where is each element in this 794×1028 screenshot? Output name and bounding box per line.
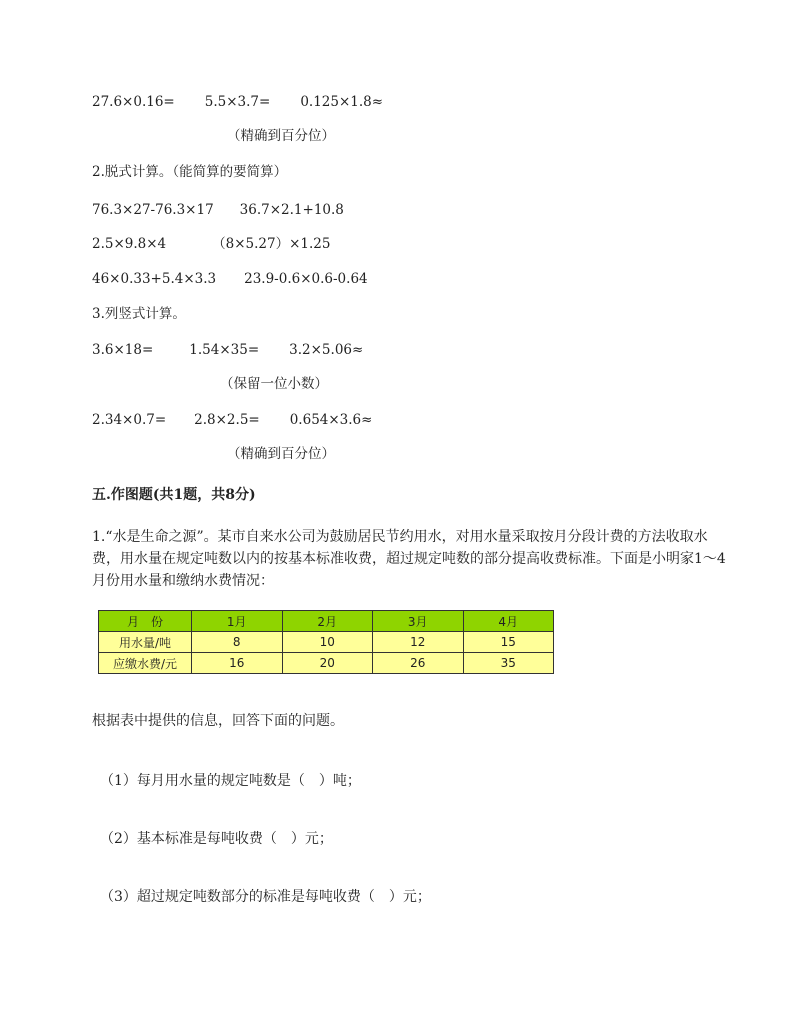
row-label-cell: 用水量/吨 [99,632,192,653]
precision-note-1: （精确到百分位） [227,128,335,144]
value-cell: 26 [373,653,464,674]
expr-row-2 [92,235,331,253]
expr-item: 36.7×2.1+10.8 [239,202,344,218]
value-cell: 15 [463,632,554,653]
expr-item: 46×0.33+5.4×3.3 [92,271,217,287]
calc-row-3 [92,411,372,429]
calc-item: 0.125×1.8≈ [300,94,384,110]
table-row [99,653,554,674]
calc-row-1 [92,93,383,111]
precision-note-2: （保留一位小数） [220,376,328,392]
question-3: （3）超过规定吨数部分的标准是每吨收费（ ）元； [100,889,431,905]
month-header-cell: 月 份 [99,611,192,632]
part-5-heading: 五.作图题(共1题，共8分) [92,487,256,503]
section-2-title: 2.脱式计算。（能简算的要简算） [92,164,288,180]
precision-note-3: （精确到百分位） [227,446,335,462]
instruction-text: 根据表中提供的信息，回答下面的问题。 [92,713,344,729]
month-cell: 1月 [192,611,283,632]
table-row [99,632,554,653]
calc-item: 3.2×5.06≈ [289,342,364,358]
problem-text: 1.“水是生命之源”。某市自来水公司为鼓励居民节约用水，对用水量采取按月分段计费的方法收取水费，用水量在规定吨数以内的按基本标准收费，超过规定吨数的部分提高收费标准。下面是小明家1～4月份用水量和缴纳水费情况： [92,529,726,589]
calc-item: 2.8×2.5= [194,412,260,428]
month-cell: 3月 [373,611,464,632]
question-1: （1）每月用水量的规定吨数是（ ）吨； [100,773,361,789]
calc-item: 5.5×3.7= [204,94,271,110]
table-header-row [99,611,554,632]
expr-row-1 [92,201,344,219]
calc-item: 27.6×0.16= [92,94,175,110]
value-cell: 20 [282,653,373,674]
row-label-cell: 应缴水费/元 [99,653,192,674]
value-cell: 8 [192,632,283,653]
water-fee-table [98,610,554,674]
calc-item: 1.54×35= [189,342,260,358]
value-cell: 35 [463,653,554,674]
calc-item: 2.34×0.7= [92,412,167,428]
section-3-title: 3.列竖式计算。 [92,306,186,322]
expr-item: （8×5.27）×1.25 [212,236,331,252]
month-cell: 2月 [282,611,373,632]
value-cell: 12 [373,632,464,653]
expr-item: 76.3×27-76.3×17 [92,202,214,218]
expr-row-3 [92,270,368,288]
calc-row-2 [92,341,363,359]
calc-item: 0.654×3.6≈ [289,412,373,428]
month-cell: 4月 [463,611,554,632]
question-2: （2）基本标准是每吨收费（ ）元； [100,831,333,847]
expr-item: 23.9-0.6×0.6-0.64 [244,271,368,287]
value-cell: 16 [192,653,283,674]
expr-item: 2.5×9.8×4 [92,236,167,252]
calc-item: 3.6×18= [92,342,154,358]
value-cell: 10 [282,632,373,653]
